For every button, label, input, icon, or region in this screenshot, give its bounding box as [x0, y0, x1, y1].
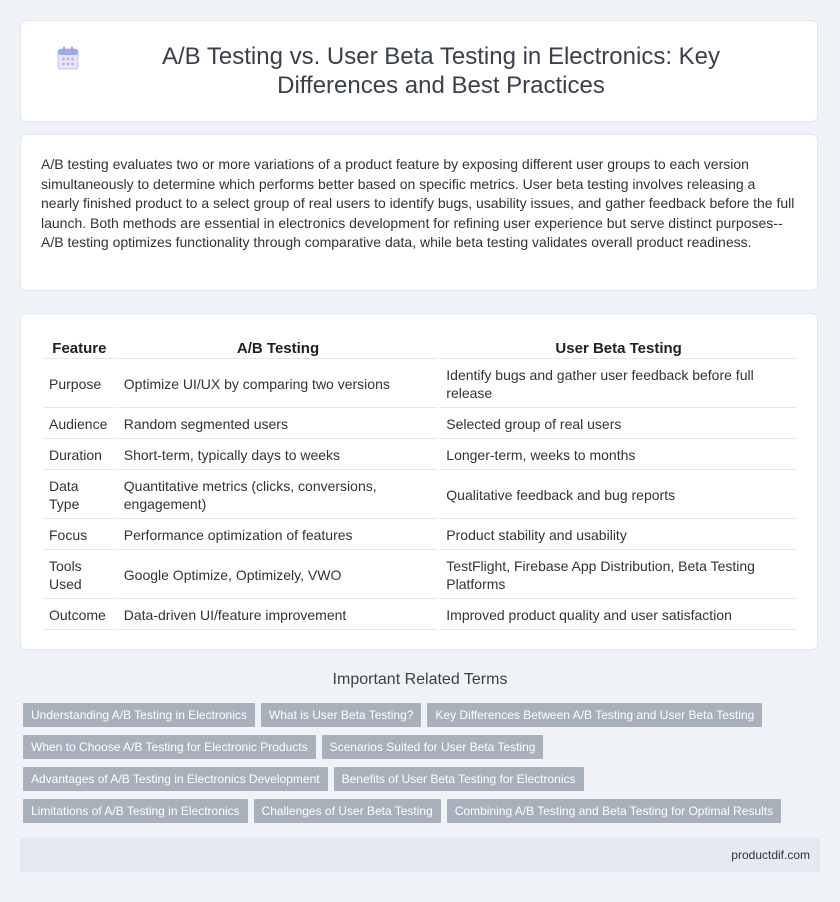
comparison-card: [20, 313, 818, 650]
row-ab-value: Random segmented users: [118, 410, 439, 439]
tag-row: [23, 767, 823, 791]
row-beta-value: Selected group of real users: [440, 410, 797, 439]
row-feature: Focus: [43, 521, 116, 550]
tag-row: [23, 735, 823, 759]
row-ab-value: Quantitative metrics (clicks, conversions, engagement): [118, 472, 439, 519]
page-title: A/B Testing vs. User Beta Testing in Electronics: Key Differences and Best Practices: [161, 43, 721, 99]
row-beta-value: Qualitative feedback and bug reports: [440, 472, 797, 519]
related-term-tag[interactable]: Challenges of User Beta Testing: [254, 799, 441, 823]
table-row: [43, 601, 797, 630]
row-ab-value: Data-driven UI/feature improvement: [118, 601, 439, 630]
intro-card: [20, 134, 818, 291]
row-feature: Outcome: [43, 601, 116, 630]
title-card: [20, 20, 818, 122]
related-terms-list: [23, 703, 823, 831]
related-term-tag[interactable]: Key Differences Between A/B Testing and User Beta Testing: [427, 703, 762, 727]
related-term-tag[interactable]: Scenarios Suited for User Beta Testing: [322, 735, 544, 759]
row-ab-value: Optimize UI/UX by comparing two versions: [118, 361, 439, 408]
row-beta-value: Product stability and usability: [440, 521, 797, 550]
row-beta-value: Identify bugs and gather user feedback before full release: [440, 361, 797, 408]
related-term-tag[interactable]: Limitations of A/B Testing in Electronics: [23, 799, 248, 823]
table-row: [43, 472, 797, 519]
header-feature: Feature: [43, 336, 116, 359]
row-ab-value: Short-term, typically days to weeks: [118, 441, 439, 470]
title-wrap: [27, 42, 811, 100]
related-terms-title: Important Related Terms: [332, 671, 508, 688]
row-feature: Purpose: [43, 361, 116, 408]
related-term-tag[interactable]: Understanding A/B Testing in Electronics: [23, 703, 255, 727]
comparison-table: [41, 334, 799, 632]
calendar-icon: [57, 46, 79, 70]
row-beta-value: Improved product quality and user satisfaction: [440, 601, 797, 630]
table-row: [43, 410, 797, 439]
row-ab-value: Performance optimization of features: [118, 521, 439, 550]
intro-paragraph: A/B testing evaluates two or more variations of a product feature by exposing different user groups to each version simultaneously to determine which performs better based on specific metrics. User beta testing involves releasing a nearly finished product to a select group of real users to identify bugs, usability issues, and gather feedback before the full launch. Both methods are essential in electronics development for refining user experience but serve distinct purposes--A/B testing optimizes functionality through comparative data, while beta testing validates overall product readiness.: [41, 156, 795, 250]
row-feature: Audience: [43, 410, 116, 439]
table-row: [43, 552, 797, 599]
row-ab-value: Google Optimize, Optimizely, VWO: [118, 552, 439, 599]
row-feature: Data Type: [43, 472, 116, 519]
footer-bar: [20, 838, 820, 872]
table-row: [43, 441, 797, 470]
row-feature: Duration: [43, 441, 116, 470]
related-term-tag[interactable]: Combining A/B Testing and Beta Testing for Optimal Results: [447, 799, 781, 823]
related-term-tag[interactable]: What is User Beta Testing?: [261, 703, 422, 727]
tag-row: [23, 703, 823, 727]
tag-row: [23, 799, 823, 823]
table-row: [43, 521, 797, 550]
related-term-tag[interactable]: When to Choose A/B Testing for Electronic Products: [23, 735, 316, 759]
row-beta-value: Longer-term, weeks to months: [440, 441, 797, 470]
related-term-tag[interactable]: Benefits of User Beta Testing for Electronics: [334, 767, 584, 791]
row-feature: Tools Used: [43, 552, 116, 599]
table-row: [43, 361, 797, 408]
footer-site-link[interactable]: productdif.com: [731, 848, 810, 862]
row-beta-value: TestFlight, Firebase App Distribution, Beta Testing Platforms: [440, 552, 797, 599]
header-ab-testing: A/B Testing: [118, 336, 439, 359]
table-header-row: [43, 336, 797, 359]
related-term-tag[interactable]: Advantages of A/B Testing in Electronics Development: [23, 767, 328, 791]
header-beta-testing: User Beta Testing: [440, 336, 797, 359]
